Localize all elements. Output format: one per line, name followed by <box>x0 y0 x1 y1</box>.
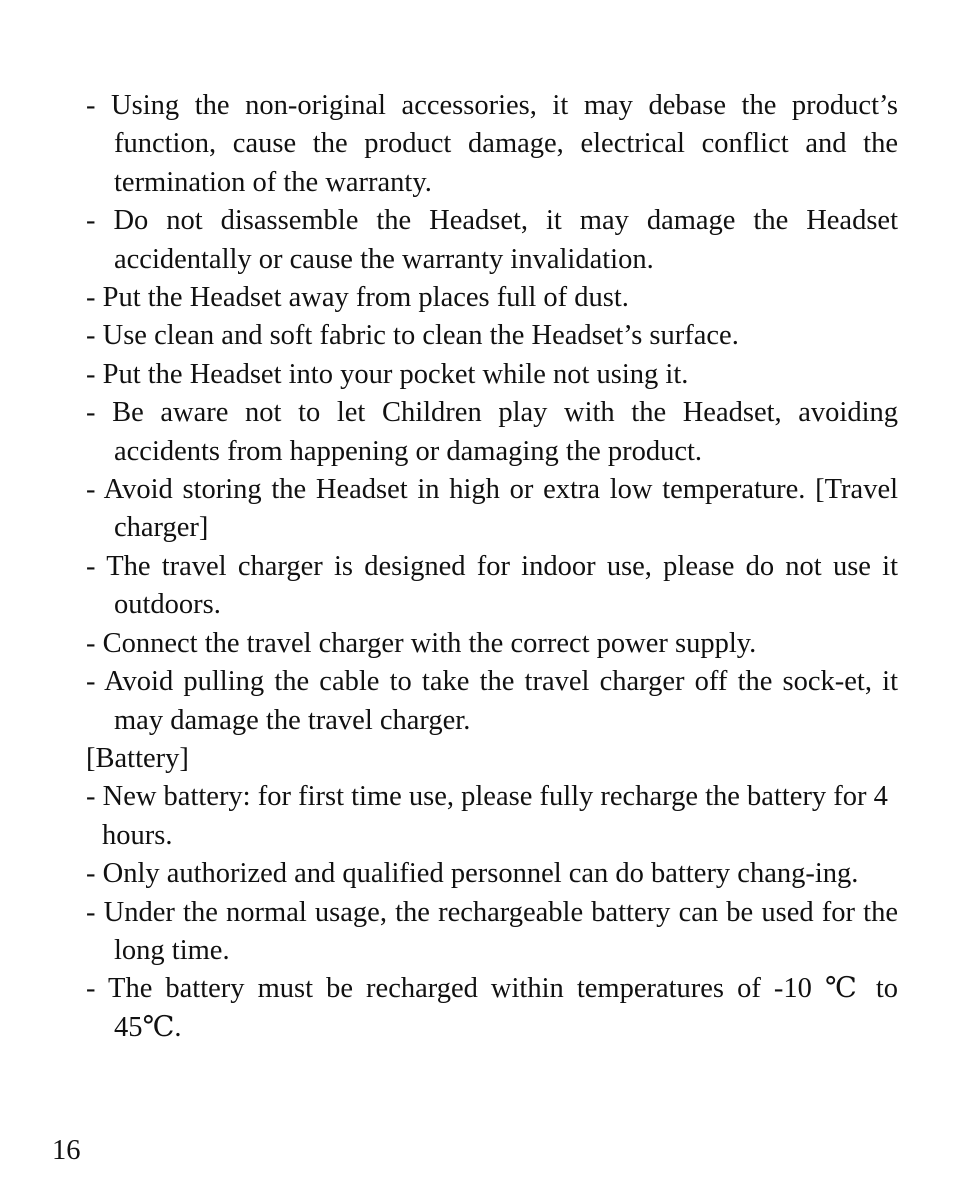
item-normal-usage: - Under the normal usage, the rechargeable battery can be used for the long time. <box>86 896 906 966</box>
page-number: 16 <box>52 1135 81 1166</box>
item-temperature-storage <box>86 471 906 548</box>
item-do-not-disassemble: - Do not disassemble the Headset, it may damage the Headset accidentally or cause the warranty invalidation. <box>86 205 906 275</box>
item-away-from-dust: - Put the Headset away from places full of dust. <box>86 282 629 314</box>
item-pocket-storage: - Put the Headset into your pocket while not using it. <box>86 358 689 390</box>
item-indoor-use: - The travel charger is designed for indoor use, please do not use it outdoors. <box>86 550 906 621</box>
item-temperature-text: - Avoid storing the Headset in high or extra low temperature. <box>86 474 806 506</box>
section-travel-charger-heading: [Travel charger] <box>114 474 906 544</box>
item-new-battery: - New battery: for first time use, please fully recharge the battery for 4 hours. <box>86 781 896 851</box>
item-authorized-personnel: - Only authorized and qualified personnel can do battery chang-ing. <box>86 858 859 890</box>
item-cable-pulling: - Avoid pulling the cable to take the travel charger off the sock-et, it may damage the travel charger. <box>86 666 906 736</box>
section-battery-heading: [Battery] <box>86 742 189 774</box>
item-children-warning: - Be aware not to let Children play with the Headset, avoiding accidents from happening or damaging the product. <box>86 397 906 467</box>
item-recharge-temperature: - The battery must be recharged within temperatures of -10 ℃ to 45℃. <box>86 973 906 1043</box>
manual-page-content <box>86 87 906 1047</box>
item-clean-surface: - Use clean and soft fabric to clean the Headset’s surface. <box>86 320 739 352</box>
item-non-original-accessories: - Using the non-original accessories, it may debase the product’s function, cause the product damage, electrical conflict and the termination of the warranty. <box>86 90 906 198</box>
item-correct-power-supply: - Connect the travel charger with the correct power supply. <box>86 627 757 659</box>
